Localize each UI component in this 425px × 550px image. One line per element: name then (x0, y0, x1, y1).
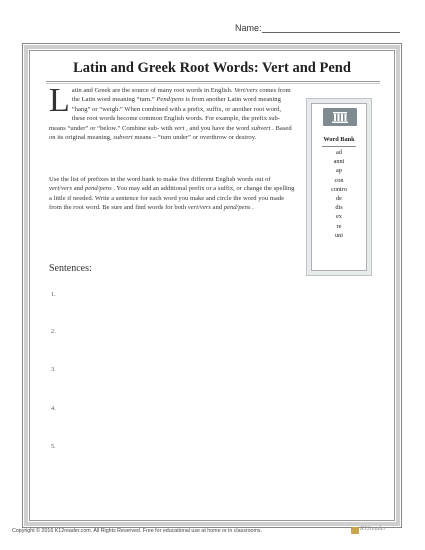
word-bank-item: anni (333, 158, 345, 166)
logo-text: K12reader (360, 526, 386, 532)
instructions-root-vert: vert/vers (187, 204, 211, 212)
sentence-number: 3. (51, 366, 56, 373)
word-bank-inner (311, 103, 367, 271)
columns-icon (323, 108, 357, 126)
word-bank-item: con (334, 176, 344, 184)
name-input-line[interactable] (262, 32, 400, 33)
name-label: Name: (235, 23, 262, 33)
instructions-paragraph (49, 175, 295, 213)
word-bank-rule (322, 146, 356, 147)
sentences-heading: Sentences: (49, 263, 92, 274)
intro-text: comes from the Latin word meaning “turn.” (71, 87, 291, 104)
drop-cap: L (49, 82, 70, 119)
sentence-number: 5. (51, 443, 56, 450)
word-bank-title: Word Bank (323, 136, 355, 143)
worksheet-title: Latin and Greek Root Words: Vert and Pend (73, 60, 351, 76)
title-rule-secondary (46, 83, 380, 84)
sentence-number: 2. (51, 328, 56, 335)
word-bank-item: ap (336, 167, 342, 175)
instructions-root-pend: pend/pens (84, 185, 112, 193)
instructions-text: . You may add an additional prefix or a suffix, or change the spelling a little if needed. Write a sentence for each word you make and circle the word you made from the root word. Be sure and find words for both (49, 185, 295, 212)
word-bank-list (312, 148, 366, 240)
word-bank-item: ad (336, 149, 342, 156)
copyright-footer: Copyright © 2016 K12reader.com. All Rights Reserved. Free for educational use at home or in classrooms. (12, 528, 263, 534)
instructions-text: and (73, 185, 85, 193)
intro-paragraph (49, 82, 295, 142)
sentence-number: 1. (51, 291, 56, 298)
word-bank-item: contro (330, 185, 348, 193)
word-bank-item: ex (336, 213, 342, 221)
word-bank-item: dis (335, 204, 343, 212)
intro-text: means – “turn under” or overthrow or destroy. (134, 134, 257, 142)
word-bank-box (306, 98, 372, 276)
instructions-text: and (212, 204, 224, 212)
intro-root-vert: Vert/vers (234, 87, 258, 94)
intro-word-vert: vert (174, 124, 185, 132)
title-rule (46, 81, 380, 82)
intro-word-subvert: subvert (251, 124, 271, 132)
sentence-number: 4. (51, 405, 56, 412)
instructions-root-pend: pend/pens (223, 204, 251, 212)
intro-text: is from another Latin word meaning “hang” or “weigh.” When combined with a prefix, suffix, or another root word, these root words become common English words. For example, the prefix sub- means “under” or “below.” Combine sub- with (49, 96, 282, 132)
intro-text: atin and Greek are the source of many root words in English. (71, 87, 233, 94)
intro-root-pend: Pend/pens (156, 96, 184, 104)
instructions-root-vert: vert/vers (49, 185, 73, 193)
instructions-text: . (252, 204, 254, 212)
word-bank-item: uni (334, 231, 344, 239)
logo-icon (351, 527, 359, 534)
intro-text: , and you have the word (186, 124, 252, 132)
intro-text: . Based on its original meaning, (49, 124, 292, 142)
word-bank-item: de (336, 195, 342, 203)
word-bank-item: re (336, 222, 342, 230)
instructions-text: Use the list of prefixes in the word bank to make five different English words out of (49, 176, 271, 183)
intro-word-subvert: subvert (113, 134, 133, 142)
